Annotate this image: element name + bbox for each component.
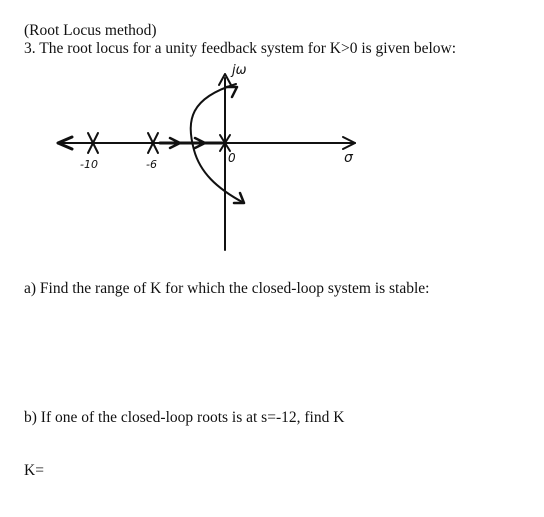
section-heading: (Root Locus method) [24, 22, 157, 39]
zero-label: 0 [228, 151, 236, 165]
real-axis-arrow-icon [343, 137, 355, 149]
locus-arrow-down-icon [234, 193, 244, 203]
locus-arrow-right-2 [195, 138, 205, 148]
real-axis-label: σ [344, 150, 353, 166]
locus-arrow-left [58, 137, 72, 149]
locus-arrow-right-1 [170, 138, 180, 148]
k-answer-label: K= [24, 462, 44, 479]
imaginary-axis-arrow-icon [219, 74, 231, 85]
locus-circle-branch [191, 84, 244, 203]
pole-label-minus-6: -6 [146, 158, 157, 171]
question-part-a: a) Find the range of K for which the closed-loop system is stable: [24, 280, 430, 297]
pole-marker-minus-6 [148, 133, 158, 153]
pole-marker-origin [220, 135, 230, 151]
pole-label-minus-10: -10 [80, 158, 98, 171]
imaginary-axis-label: jω [232, 63, 247, 78]
locus-arrow-up-icon [227, 87, 237, 97]
question-statement: 3. The root locus for a unity feedback system for K>0 is given below: [24, 40, 457, 57]
question-part-b: b) If one of the closed-loop roots is at s=-12, find K [24, 409, 345, 426]
pole-marker-minus-10 [88, 133, 98, 153]
